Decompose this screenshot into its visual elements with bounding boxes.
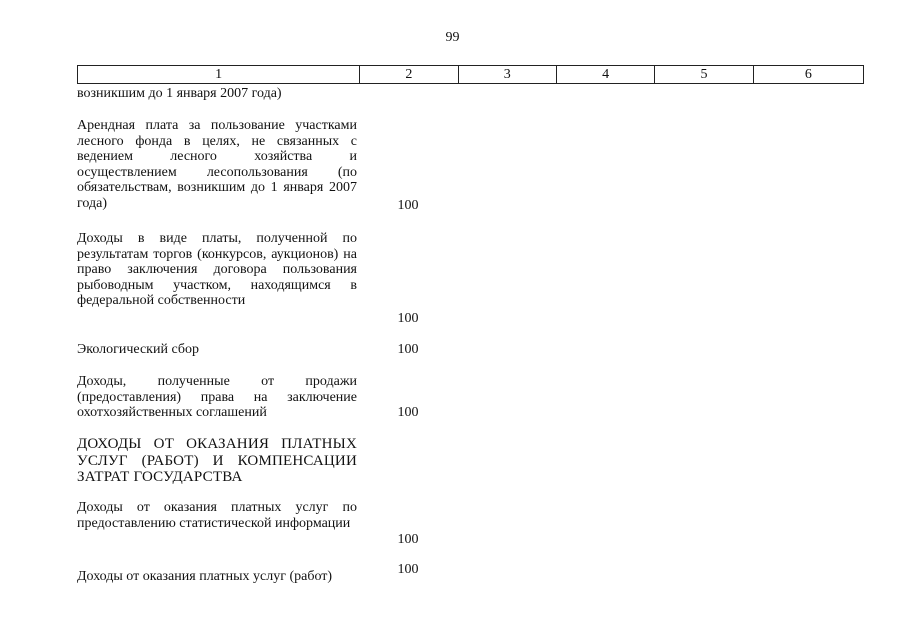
column-header-5: 5 xyxy=(655,66,753,84)
row-value: 100 xyxy=(397,532,419,547)
column-header-3: 3 xyxy=(458,66,556,84)
row-value: 100 xyxy=(397,198,419,213)
row-description: Доходы, полученные от продажи (предоставления) права на заключение охотхозяйственных соглашений xyxy=(77,374,357,420)
row-description: Доходы от оказания платных услуг (работ) xyxy=(77,569,333,584)
column-header-1: 1 xyxy=(78,66,360,84)
page-number: 99 xyxy=(445,30,460,45)
row-description: Экологический сбор xyxy=(77,342,199,357)
column-header-row xyxy=(78,66,864,84)
row-value: 100 xyxy=(397,342,419,357)
row-value: 100 xyxy=(397,562,419,577)
row-value: 100 xyxy=(397,311,419,326)
row-description: Доходы в виде платы, полученной по результатам торгов (конкурсов, аукционов) на право заключения договора пользования рыбоводным участком, находящимся в федеральной собственности xyxy=(77,231,357,308)
column-header-2: 2 xyxy=(360,66,458,84)
section-heading: ДОХОДЫ ОТ ОКАЗАНИЯ ПЛАТНЫХ УСЛУГ (РАБОТ) И КОМПЕНСАЦИИ ЗАТРАТ ГОСУДАРСТВА xyxy=(77,436,357,485)
row-description: Доходы от оказания платных услуг по предоставлению статистической информации xyxy=(77,500,357,531)
column-header-table xyxy=(77,65,864,84)
column-header-6: 6 xyxy=(753,66,863,84)
row-value: 100 xyxy=(397,405,419,420)
row-description: Арендная плата за пользование участками лесного фонда в целях, не связанных с ведением лесного хозяйства и осуществлением лесопользования (по обязательствам, возникшим до 1 января 2007 года) xyxy=(77,118,357,211)
continuation-text: возникшим до 1 января 2007 года) xyxy=(77,86,282,101)
column-header-4: 4 xyxy=(556,66,654,84)
